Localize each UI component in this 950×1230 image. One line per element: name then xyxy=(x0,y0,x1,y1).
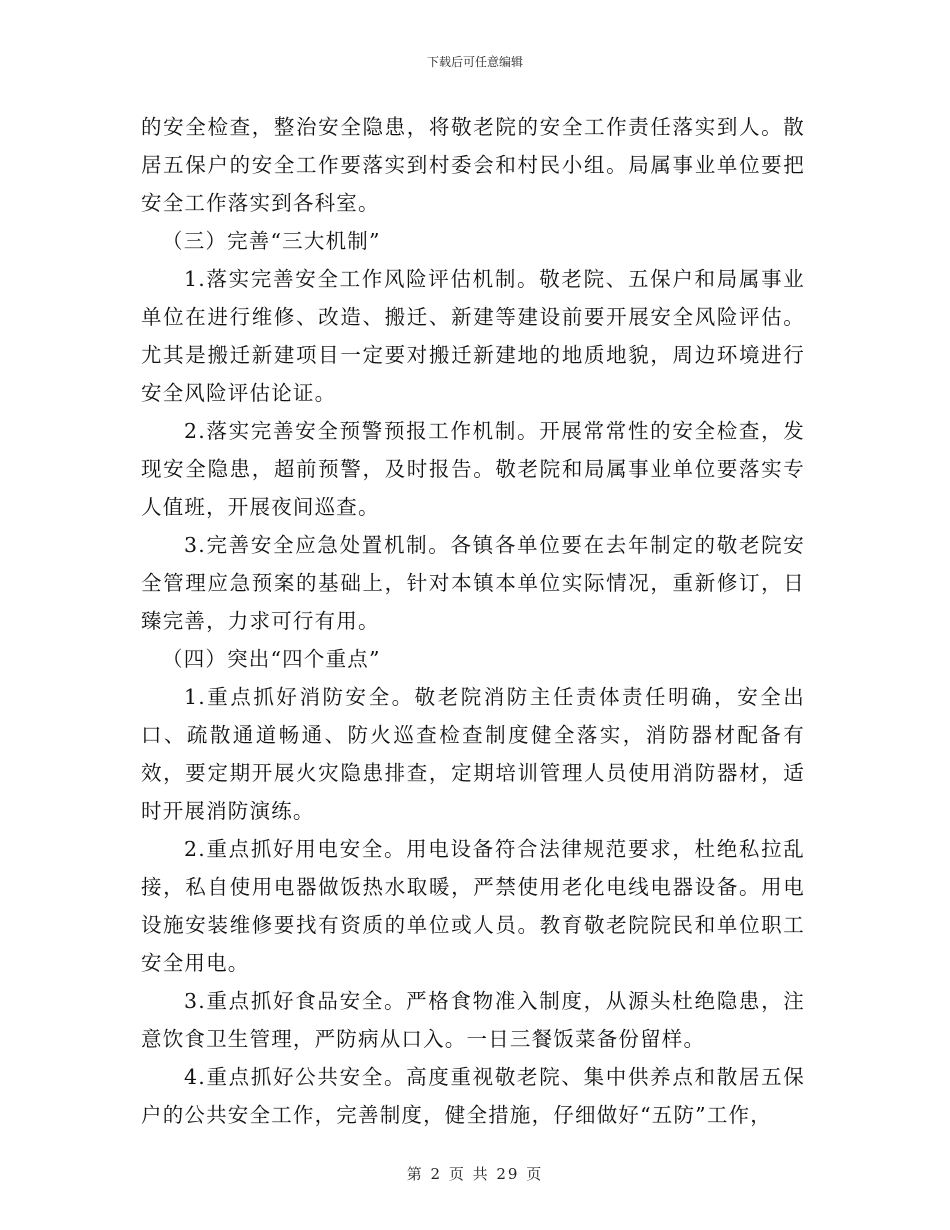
document-body xyxy=(141,108,805,1134)
paragraph-3-2: 2.落实完善安全预警预报工作机制。开展常常性的安全检查，发现安全隐患，超前预警，及时报告。敬老院和局属事业单位要落实专人值班，开展夜间巡查。 xyxy=(141,419,805,519)
page-footer: 第 2 页 共 29 页 xyxy=(406,1165,544,1183)
section-heading-3: （三）完善“三大机制” xyxy=(162,229,381,253)
page-header: 下载后可任意编辑 xyxy=(426,55,523,69)
paragraph-4-1: 1.重点抓好消防安全。敬老院消防主任责体责任明确，安全出口、疏散通道畅通、防火巡查检查制度健全落实，消防器材配备有效，要定期开展火灾隐患排查，定期培训管理人员使用消防器材，适时开展消防演练。 xyxy=(141,685,805,823)
paragraph-4-3: 3.重点抓好食品安全。严格食物准入制度，从源头杜绝隐患，注意饮食卫生管理，严防病从口入。一日三餐饭菜备份留样。 xyxy=(141,989,805,1051)
paragraph-3-1: 1.落实完善安全工作风险评估机制。敬老院、五保户和局属事业单位在进行维修、改造、搬迁、新建等建设前要开展安全风险评估。尤其是搬迁新建项目一定要对搬迁新建地的地质地貌，周边环境进行安全风险评估论证。 xyxy=(141,267,805,405)
paragraph-3-3: 3.完善安全应急处置机制。各镇各单位要在去年制定的敬老院安全管理应急预案的基础上，针对本镇本单位实际情况，重新修订，日臻完善，力求可行有用。 xyxy=(141,533,805,633)
paragraph-1: 的安全检查，整治安全隐患，将敬老院的安全工作责任落实到人。散居五保户的安全工作要落实到村委会和村民小组。局属事业单位要把安全工作落实到各科室。 xyxy=(141,115,805,215)
section-heading-4: （四）突出“四个重点” xyxy=(162,647,381,671)
paragraph-4-2: 2.重点抓好用电安全。用电设备符合法律规范要求，杜绝私拉乱接，私自使用电器做饭热水取暖，严禁使用老化电线电器设备。用电设施安装维修要找有资质的单位或人员。教育敬老院院民和单位职工安全用电。 xyxy=(141,837,805,975)
paragraph-4-4: 4.重点抓好公共安全。高度重视敬老院、集中供养点和散居五保户的公共安全工作，完善制度，健全措施，仔细做好“五防”工作， xyxy=(141,1065,805,1127)
